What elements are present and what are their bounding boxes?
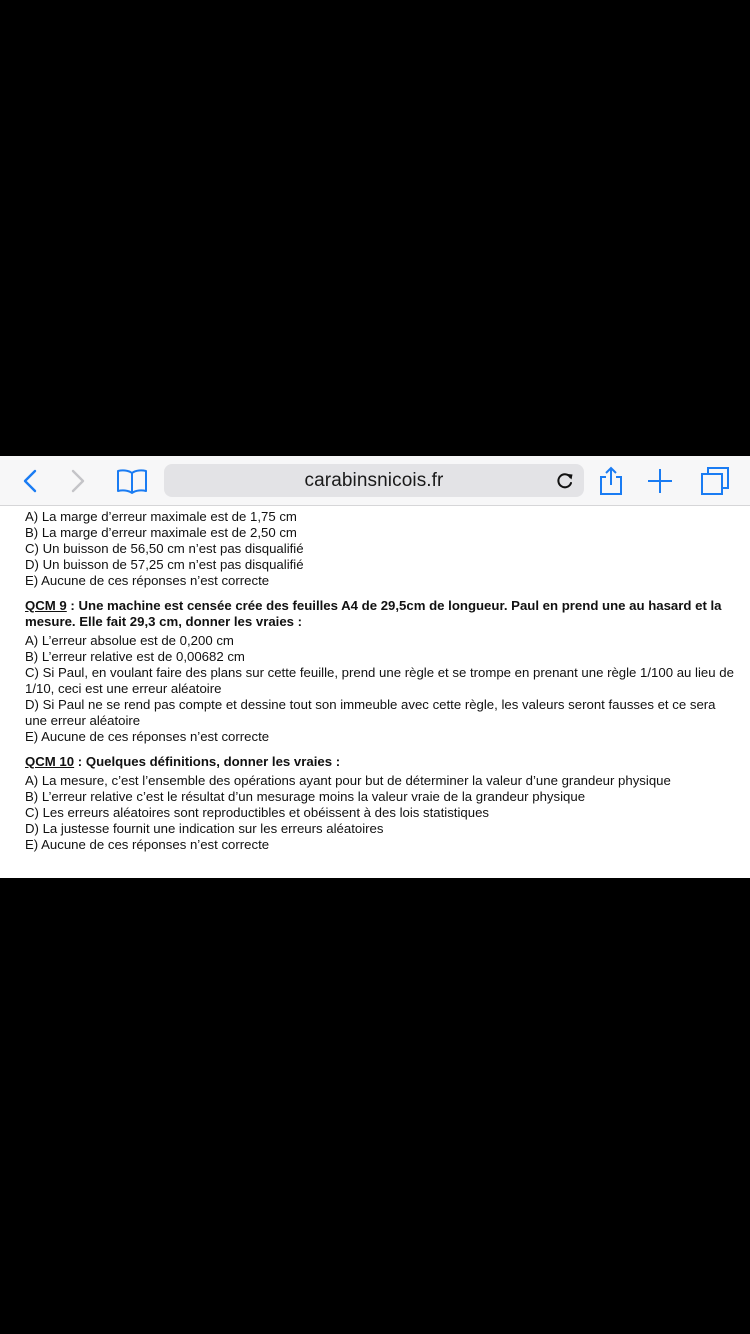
reload-icon	[555, 471, 575, 491]
book-icon	[116, 468, 148, 494]
q9-label: QCM 9	[25, 598, 67, 613]
address-bar[interactable]	[164, 464, 584, 497]
q8-answer-b: B) La marge d’erreur maximale est de 2,50 cm	[25, 525, 297, 540]
q10-label: QCM 10	[25, 754, 75, 769]
reload-button[interactable]	[552, 468, 578, 494]
document-page	[0, 506, 750, 878]
q10-answer-b: B) L’erreur relative c’est le résultat d’un mesurage moins la valeur vraie de la grandeur physique	[25, 789, 586, 804]
q10-answer-c: C) Les erreurs aléatoires sont reproductibles et obéissent à des lois statistiques	[25, 805, 489, 820]
q8-answer-a: A) La marge d’erreur maximale est de 1,75 cm	[25, 509, 297, 524]
q9-answer-e: E) Aucune de ces réponses n’est correcte	[25, 729, 270, 744]
browser-toolbar	[0, 456, 750, 506]
tabs-icon	[700, 466, 730, 496]
q10-answer-a: A) La mesure, c’est l’ensemble des opérations ayant pour but de déterminer la valeur d’une grandeur physique	[25, 773, 671, 788]
tabs-button[interactable]	[694, 456, 736, 506]
share-icon	[599, 466, 623, 496]
share-button[interactable]	[592, 456, 630, 506]
back-button[interactable]	[10, 456, 50, 506]
plus-icon	[647, 468, 673, 494]
bookmarks-button[interactable]	[110, 456, 154, 506]
q10-title	[25, 754, 740, 770]
address-url: carabinsnicois.fr	[304, 469, 444, 491]
chevron-right-icon	[70, 468, 86, 494]
q9-answer-d: D) Si Paul ne se rend pas compte et dessine tout son immeuble avec cette règle, les valeurs seront fausses et ce sera une erreur aléatoire	[25, 697, 716, 728]
q8-answer-e: E) Aucune de ces réponses n’est correcte	[25, 573, 270, 588]
q10-answer-e: E) Aucune de ces réponses n’est correcte	[25, 837, 270, 852]
new-tab-button[interactable]	[640, 456, 680, 506]
q9-answer-a: A) L’erreur absolue est de 0,200 cm	[25, 633, 234, 648]
chevron-left-icon	[22, 468, 38, 494]
q9-title-text: : Une machine est censée crée des feuilles A4 de 29,5cm de longueur. Paul en prend une au hasard et la mesure. Elle fait 29,3 cm, donner les vraies :	[25, 598, 722, 629]
q10-title-text: : Quelques définitions, donner les vraies :	[74, 754, 341, 769]
q9-answer-b: B) L’erreur relative est de 0,00682 cm	[25, 649, 245, 664]
forward-button[interactable]	[58, 456, 98, 506]
q8-answer-c: C) Un buisson de 56,50 cm n’est pas disqualifié	[25, 541, 304, 556]
q10-answer-d: D) La justesse fournit une indication sur les erreurs aléatoires	[25, 821, 384, 836]
q9-answer-c: C) Si Paul, en voulant faire des plans sur cette feuille, prend une règle et se trompe en prenant une règle 1/100 au lieu de 1/10, ceci est une erreur aléatoire	[25, 665, 734, 696]
q9-title	[25, 598, 735, 630]
q8-answer-d: D) Un buisson de 57,25 cm n’est pas disqualifié	[25, 557, 304, 572]
